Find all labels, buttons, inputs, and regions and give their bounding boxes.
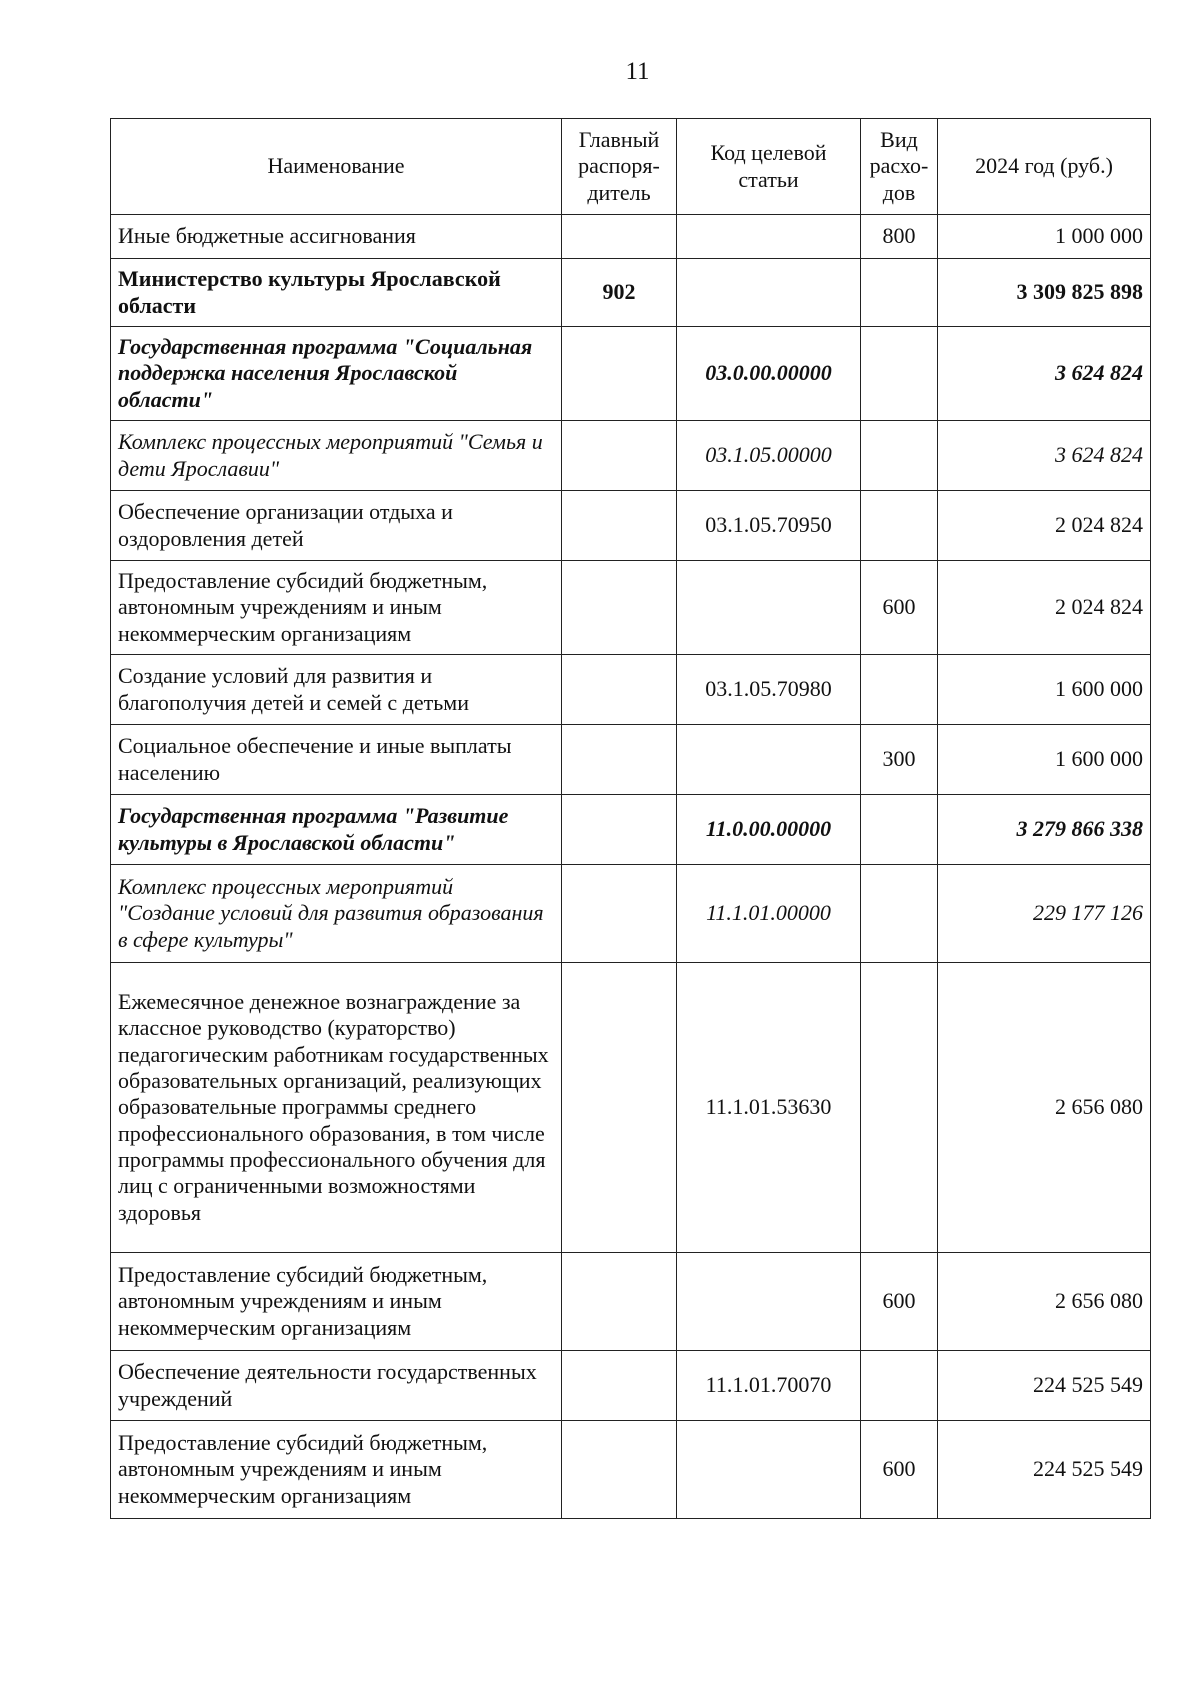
row-name: Предоставление субсидий бюджетным, автономным учреждениям и иным некоммерческим организациям (111, 561, 562, 655)
row-glav (562, 1351, 677, 1421)
table-row (111, 1421, 1151, 1519)
row-kod: 11.1.01.00000 (677, 865, 861, 963)
row-vid (861, 327, 938, 421)
row-vid: 600 (861, 1253, 938, 1351)
row-glav (562, 655, 677, 725)
row-vid (861, 795, 938, 865)
row-vid: 600 (861, 1421, 938, 1519)
row-kod (677, 561, 861, 655)
row-vid (861, 865, 938, 963)
table-row (111, 561, 1151, 655)
row-glav (562, 215, 677, 259)
row-vid (861, 655, 938, 725)
row-kod: 11.1.01.70070 (677, 1351, 861, 1421)
row-name: Иные бюджетные ассигнования (111, 215, 562, 259)
table-row (111, 865, 1151, 963)
row-kod (677, 1421, 861, 1519)
row-sum: 224 525 549 (938, 1351, 1151, 1421)
row-sum: 229 177 126 (938, 865, 1151, 963)
page-number: 11 (625, 58, 650, 85)
row-name: Обеспечение деятельности государственных учреждений (111, 1351, 562, 1421)
row-kod (677, 259, 861, 327)
table-row (111, 795, 1151, 865)
row-sum: 2 024 824 (938, 491, 1151, 561)
row-sum: 3 279 866 338 (938, 795, 1151, 865)
table-row (111, 215, 1151, 259)
row-name: Комплекс процессных мероприятий "Создание условий для развития образования в сфере культуры" (111, 865, 562, 963)
row-vid (861, 259, 938, 327)
table-row (111, 963, 1151, 1253)
row-sum: 224 525 549 (938, 1421, 1151, 1519)
row-sum: 2 656 080 (938, 963, 1151, 1253)
row-name: Предоставление субсидий бюджетным, автономным учреждениям и иным некоммерческим организациям (111, 1253, 562, 1351)
table-row (111, 327, 1151, 421)
table-row (111, 1351, 1151, 1421)
row-glav (562, 1253, 677, 1351)
row-glav (562, 865, 677, 963)
budget-table (110, 118, 1151, 1519)
row-vid: 800 (861, 215, 938, 259)
row-name: Предоставление субсидий бюджетным, автономным учреждениям и иным некоммерческим организациям (111, 1421, 562, 1519)
row-glav (562, 725, 677, 795)
row-glav (562, 491, 677, 561)
row-glav (562, 795, 677, 865)
row-vid (861, 963, 938, 1253)
row-glav (562, 327, 677, 421)
row-kod: 11.1.01.53630 (677, 963, 861, 1253)
row-name: Социальное обеспечение и иные выплаты населению (111, 725, 562, 795)
row-glav (562, 1421, 677, 1519)
row-name: Ежемесячное денежное вознаграждение за классное руководство (кураторство) педагогическим работникам государственных образовательных организаций, реализующих образовательные программы среднего профессионального образования, в том числе программы профессионального обучения для лиц с ограниченными возможностями здоровья (111, 963, 562, 1253)
row-vid: 300 (861, 725, 938, 795)
header-sum: 2024 год (руб.) (938, 119, 1151, 215)
row-vid: 600 (861, 561, 938, 655)
row-glav (562, 561, 677, 655)
row-kod (677, 725, 861, 795)
row-kod: 03.1.05.70980 (677, 655, 861, 725)
row-name: Создание условий для развития и благополучия детей и семей с детьми (111, 655, 562, 725)
table-header-row (111, 119, 1151, 215)
table-row (111, 725, 1151, 795)
header-vid: Вид расхо-дов (861, 119, 938, 215)
row-sum: 2 024 824 (938, 561, 1151, 655)
row-sum: 1 000 000 (938, 215, 1151, 259)
row-name: Комплекс процессных мероприятий "Семья и дети Ярославии" (111, 421, 562, 491)
row-kod: 11.0.00.00000 (677, 795, 861, 865)
row-kod: 03.1.05.00000 (677, 421, 861, 491)
row-vid (861, 491, 938, 561)
row-sum: 3 309 825 898 (938, 259, 1151, 327)
row-name: Государственная программа "Социальная поддержка населения Ярославской области" (111, 327, 562, 421)
row-name: Министерство культуры Ярославской области (111, 259, 562, 327)
row-sum: 1 600 000 (938, 725, 1151, 795)
table-row (111, 421, 1151, 491)
header-kod: Код целевой статьи (677, 119, 861, 215)
row-sum: 3 624 824 (938, 327, 1151, 421)
row-sum: 1 600 000 (938, 655, 1151, 725)
row-glav (562, 421, 677, 491)
row-name: Государственная программа "Развитие культуры в Ярославской области" (111, 795, 562, 865)
row-kod (677, 1253, 861, 1351)
header-glav: Главный распоря-дитель (562, 119, 677, 215)
row-kod: 03.0.00.00000 (677, 327, 861, 421)
row-glav (562, 963, 677, 1253)
table-row (111, 1253, 1151, 1351)
table-row (111, 259, 1151, 327)
header-name: Наименование (111, 119, 562, 215)
row-name: Обеспечение организации отдыха и оздоровления детей (111, 491, 562, 561)
row-sum: 3 624 824 (938, 421, 1151, 491)
table-row (111, 491, 1151, 561)
row-vid (861, 421, 938, 491)
row-sum: 2 656 080 (938, 1253, 1151, 1351)
row-glav: 902 (562, 259, 677, 327)
table-row (111, 655, 1151, 725)
row-kod: 03.1.05.70950 (677, 491, 861, 561)
row-vid (861, 1351, 938, 1421)
row-kod (677, 215, 861, 259)
